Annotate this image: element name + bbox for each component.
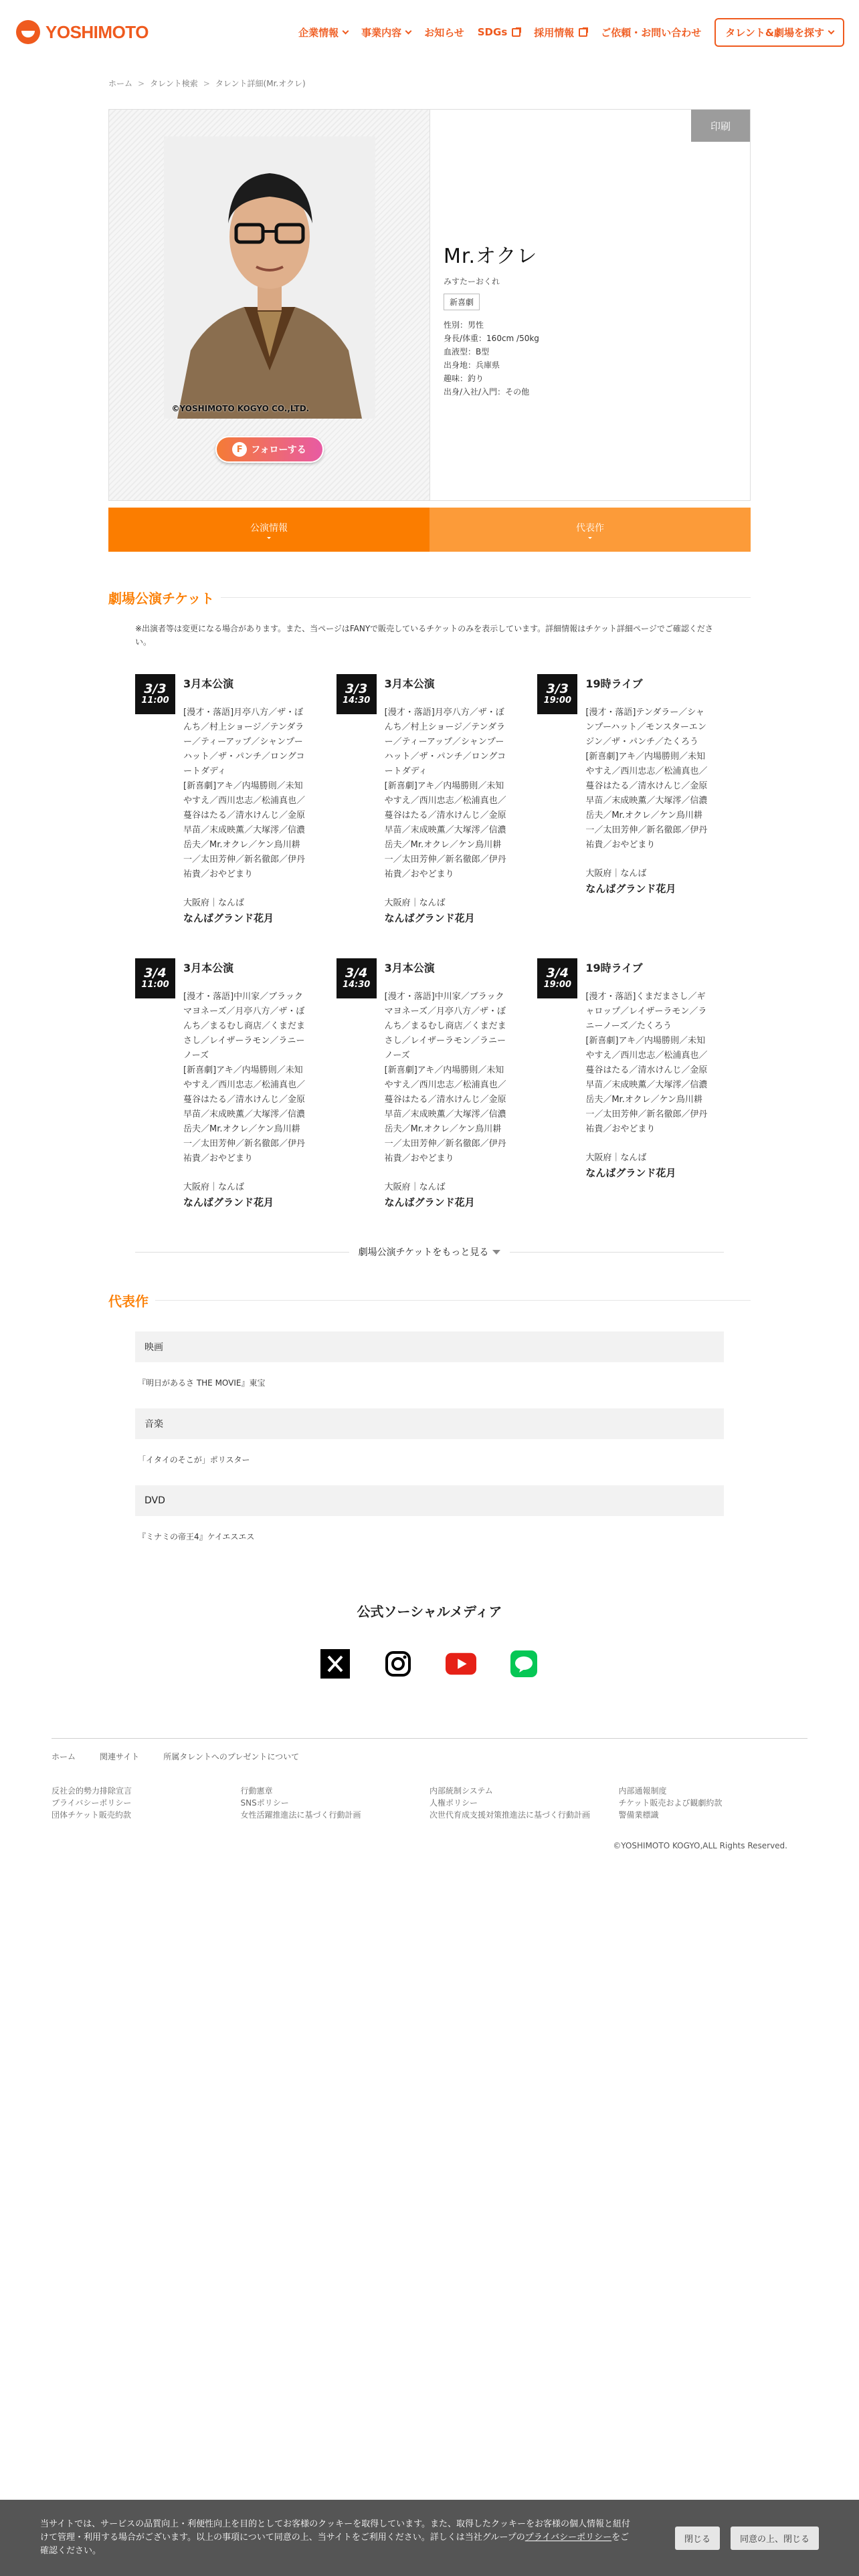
footer-column [52, 1785, 241, 1821]
copyright: ©YOSHIMOTO KOGYO,ALL Rights Reserved. [613, 1841, 787, 1850]
tab-performances[interactable] [108, 508, 430, 552]
footer-link[interactable]: 人権ポリシー [430, 1798, 478, 1808]
caret-down-icon [588, 537, 592, 539]
more-tickets-row [135, 1245, 724, 1259]
social-icons [0, 1648, 859, 1679]
cookie-buttons [675, 2527, 819, 2550]
ticket-body [585, 958, 708, 1209]
ticket-title: 3月本公演 [384, 962, 435, 974]
cookie-text-after: をご確認ください。 [40, 2533, 630, 2556]
ticket-cast: [漫才・落語]テンダラー／シャンプーハット／モンスターエンジン／ザ・パンチ／たくろう [新喜劇]アキ／内場勝則／未知やすえ／西川忠志／松浦真也／蔓谷はたる／清水けんじ／金原早苗／末成映薫／大塚澪／信濃岳夫／Mr.オクレ／ケン鳥川耕一／太田芳伸／新名徹郎／伊丹祐貴／おやどまり [585, 708, 708, 850]
date-badge [537, 674, 577, 714]
follow-button[interactable] [215, 436, 324, 463]
tab-works[interactable] [430, 508, 751, 552]
footer-link[interactable]: 反社会的勢力排除宣言 [52, 1786, 132, 1796]
profile-photo-panel [109, 110, 430, 500]
cookie-close-button[interactable]: 閉じる [675, 2527, 720, 2550]
social-media-section [0, 1601, 859, 1679]
works-category-movie: 映画 [135, 1331, 724, 1362]
nav-label: 採用情報 [534, 26, 575, 39]
cookie-consent-bar [0, 2500, 859, 2576]
footer-link[interactable]: 団体チケット販売約款 [52, 1810, 131, 1820]
works-item: 『ミナミの帝王4』ケイエスエス [138, 1532, 255, 1541]
x-icon[interactable] [320, 1648, 351, 1679]
external-link-icon [579, 28, 587, 37]
nav-sdgs[interactable] [478, 26, 521, 38]
external-link-icon [512, 28, 520, 37]
breadcrumb-home[interactable]: ホーム [108, 79, 133, 88]
ticket-body [385, 674, 508, 925]
tab-label: 公演情報 [250, 522, 288, 534]
info-gender: 性別：男性 [444, 320, 484, 330]
cookie-agree-button[interactable]: 同意の上、閉じる [731, 2527, 819, 2550]
date-badge [537, 958, 577, 998]
footer-link[interactable]: 次世代育成支援対策推進法に基づく行動計画 [430, 1810, 591, 1820]
ticket-location: 大阪府｜なんば [585, 869, 647, 879]
ticket-title: 19時ライブ [585, 962, 643, 974]
footer-link[interactable]: プライバシーポリシー [52, 1798, 132, 1808]
breadcrumb-separator: > [138, 78, 145, 88]
date-badge [135, 958, 175, 998]
nav-news[interactable] [424, 25, 464, 39]
ticket-card[interactable] [537, 958, 724, 1209]
ticket-card[interactable] [135, 958, 322, 1209]
ticket-date: 3/4 [546, 966, 569, 980]
ticket-venue: なんばグランド花月 [183, 1196, 274, 1208]
logo-mark-icon [16, 20, 40, 44]
ticket-note: ※出演者等は変更になる場合があります。また、当ページはFANYで販売しているチケットのみを表示しています。詳細情報はチケット詳細ページでご確認ください。 [135, 624, 713, 647]
chevron-down-icon [343, 27, 349, 34]
date-badge [337, 958, 377, 998]
ticket-location: 大阪府｜なんば [183, 1182, 245, 1192]
global-nav [298, 18, 844, 47]
footer-link[interactable]: 女性活躍推進法に基づく行動計画 [240, 1810, 361, 1820]
print-button[interactable]: 印刷 [691, 110, 750, 142]
info-blood-type: 血液型：B型 [444, 347, 490, 356]
talent-photo [164, 136, 375, 419]
breadcrumb-current: タレント詳細(Mr.オクレ) [215, 79, 306, 88]
talent-kana: みすたーおくれ [444, 277, 500, 286]
privacy-policy-link[interactable]: プライバシーポリシー [524, 2533, 612, 2543]
ticket-date: 3/4 [345, 966, 368, 980]
footer-link[interactable]: 内部統制システム [430, 1786, 493, 1796]
ticket-card[interactable] [337, 674, 523, 925]
ticket-card[interactable] [135, 674, 322, 925]
ticket-time: 11:00 [141, 695, 169, 706]
breadcrumb-talent-search[interactable]: タレント検索 [150, 79, 198, 88]
ticket-time: 14:30 [342, 980, 371, 990]
more-tickets-link[interactable] [359, 1245, 501, 1259]
tab-label: 代表作 [576, 522, 604, 534]
ticket-card[interactable] [337, 958, 523, 1209]
ticket-section-title: 劇場公演チケット [108, 588, 751, 607]
ticket-time: 11:00 [141, 980, 169, 990]
ticket-cast: [漫才・落語]月亭八方／ザ・ぼんち／村上ショージ／テンダラー／ティーアップ／シャンプーハット／ザ・パンチ／ロングコートダディ [新喜劇]アキ／内場勝則／未知やすえ／西川忠志／松浦真也／蔓谷はたる／清水けんじ／金原早苗／末成映薫／大塚澪／信濃岳夫／Mr.オクレ／ケン鳥川耕一／太田芳伸／新名徹郎／伊丹祐貴／おやどまり [384, 708, 506, 879]
footer-columns [52, 1785, 807, 1821]
footer-column [430, 1785, 619, 1821]
info-birthplace: 出身地：兵庫県 [444, 360, 500, 370]
ticket-date: 3/4 [144, 966, 167, 980]
footer-link-related-sites[interactable]: 関連サイト [100, 1752, 140, 1761]
footer-link[interactable]: チケット販売および観劇約款 [618, 1798, 723, 1808]
footer-link[interactable]: 内部通報制度 [618, 1786, 667, 1796]
nav-business[interactable] [361, 25, 411, 39]
more-tickets-label: 劇場公演チケットをもっと見る [358, 1247, 489, 1258]
yoshimoto-logo[interactable] [16, 20, 149, 44]
ticket-title: 3月本公演 [384, 677, 435, 690]
talent-portrait-image [164, 136, 375, 419]
ticket-time: 19:00 [543, 695, 572, 706]
nav-label: 事業内容 [361, 26, 402, 39]
logo-text: YOSHIMOTO [45, 21, 149, 42]
talent-category-tag: 新喜劇 [444, 294, 480, 310]
footer-nav [52, 1751, 807, 1762]
caret-down-icon [267, 537, 271, 539]
ticket-venue: なんばグランド花月 [384, 1196, 475, 1208]
info-height-weight: 身長/体重：160cm /50kg [444, 334, 539, 343]
works-category-dvd: DVD [135, 1485, 724, 1516]
profile-tabs [108, 508, 751, 552]
breadcrumb [108, 78, 751, 89]
footer-column [619, 1785, 808, 1821]
nav-label: ご依頼・お問い合わせ [601, 26, 702, 39]
ticket-date: 3/3 [546, 681, 569, 696]
line-icon[interactable] [508, 1648, 539, 1679]
chevron-down-icon [828, 27, 835, 34]
talent-profile [108, 109, 751, 501]
nav-label: SDGs [477, 26, 508, 38]
ticket-time: 14:30 [342, 695, 371, 706]
date-badge [135, 674, 175, 714]
ticket-venue: なんばグランド花月 [183, 912, 274, 924]
nav-contact[interactable] [601, 25, 701, 39]
ticket-title: 3月本公演 [183, 677, 234, 690]
ticket-venue: なんばグランド花月 [585, 883, 676, 895]
ticket-body [183, 674, 306, 925]
works-section-title: 代表作 [108, 1291, 751, 1310]
site-footer [52, 1738, 807, 1850]
ticket-card[interactable] [537, 674, 724, 925]
fany-icon: F [232, 442, 247, 457]
ticket-body [585, 674, 708, 925]
ticket-time: 19:00 [543, 980, 572, 990]
ticket-body [385, 958, 508, 1209]
footer-link[interactable]: SNSポリシー [240, 1798, 289, 1808]
talent-name: Mr.オクレ [444, 245, 538, 268]
footer-link[interactable]: 警備業標識 [618, 1810, 659, 1820]
instagram-icon[interactable] [383, 1648, 413, 1679]
ticket-cast: [漫才・落語]くまだまさし／ギャロップ／レイザーラモン／ラニーノーズ／たくろう [新喜劇]アキ／内場勝則／未知やすえ／西川忠志／松浦真也／蔓谷はたる／清水けんじ／金原早苗／末成映薫／大塚澪／信濃岳夫／Mr.オクレ／ケン鳥川耕一／太田芳伸／新名徹郎／伊丹祐貴／おやどまり [585, 992, 708, 1134]
cookie-text [40, 2518, 675, 2558]
social-title: 公式ソーシャルメディア [357, 1604, 502, 1620]
ticket-cast: [漫才・落語]中川家／ブラックマヨネーズ／月亭八方／ザ・ぼんち／まるむし商店／くまだまさし／レイザーラモン／ラニーノーズ [新喜劇]アキ／内場勝則／未知やすえ／西川忠志／松浦真也／蔓谷はたる／清水けんじ／金原早苗／末成映薫／大塚澪／信濃岳夫／Mr.オクレ／ケン鳥川耕一／太田芳伸／新名徹郎／伊丹祐貴／おやどまり [183, 992, 306, 1164]
works-list [135, 1331, 724, 1562]
ticket-location: 大阪府｜なんば [585, 1153, 647, 1163]
chevron-down-icon [405, 27, 412, 34]
nav-company[interactable] [298, 25, 348, 39]
nav-label: お知らせ [424, 26, 464, 39]
nav-talent-search-button[interactable] [714, 18, 844, 47]
profile-info-panel [430, 110, 750, 500]
footer-link[interactable]: 行動憲章 [240, 1786, 273, 1796]
ticket-title: 3月本公演 [183, 962, 234, 974]
footer-link-present[interactable]: 所属タレントへのプレゼントについて [163, 1752, 300, 1761]
info-hobby: 趣味：釣り [444, 374, 484, 383]
nav-label: 企業情報 [298, 26, 339, 39]
date-badge [337, 674, 377, 714]
works-item: 『明日があるさ THE MOVIE』東宝 [138, 1378, 266, 1388]
footer-column [241, 1785, 430, 1821]
ticket-location: 大阪府｜なんば [183, 898, 245, 908]
ticket-venue: なんばグランド花月 [585, 1167, 676, 1179]
footer-link-home[interactable]: ホーム [52, 1752, 76, 1761]
nav-recruit[interactable] [534, 25, 587, 39]
ticket-location: 大阪府｜なんば [384, 1182, 446, 1192]
ticket-venue: なんばグランド花月 [384, 912, 475, 924]
breadcrumb-separator: > [203, 78, 210, 88]
ticket-date: 3/3 [345, 681, 368, 696]
cookie-text-before: 当サイトでは、サービスの品質向上・利便性向上を目的としてお客様のクッキーを取得しています。また、取得したクッキーをお客様の個人情報と紐付けて管理・利用する場合がございます。以上の事項について同意の上、当サイトをご利用ください。詳しくは当社グループの [40, 2519, 631, 2543]
follow-label: フォローする [251, 445, 306, 455]
site-header [0, 0, 859, 64]
triangle-down-icon [492, 1250, 500, 1255]
ticket-cast: [漫才・落語]月亭八方／ザ・ぼんち／村上ショージ／テンダラー／ティーアップ／シャンプーハット／ザ・パンチ／ロングコートダディ [新喜劇]アキ／内場勝則／未知やすえ／西川忠志／松浦真也／蔓谷はたる／清水けんじ／金原早苗／末成映薫／大塚澪／信濃岳夫／Mr.オクレ／ケン鳥川耕一／太田芳伸／新名徹郎／伊丹祐貴／おやどまり [183, 708, 306, 879]
photo-credit: ©YOSHIMOTO KOGYO CO.,LTD. [171, 404, 310, 413]
ticket-location: 大阪府｜なんば [384, 898, 446, 908]
ticket-body [183, 958, 306, 1209]
ticket-list [135, 674, 724, 1243]
works-item: 「イタイのそこが」ポリスター [138, 1455, 250, 1465]
ticket-date: 3/3 [144, 681, 167, 696]
info-origin: 出身/入社/入門：その他 [444, 387, 530, 397]
talent-info [444, 318, 750, 399]
works-category-music: 音楽 [135, 1408, 724, 1439]
youtube-icon[interactable] [446, 1648, 476, 1679]
ticket-cast: [漫才・落語]中川家／ブラックマヨネーズ／月亭八方／ザ・ぼんち／まるむし商店／くまだまさし／レイザーラモン／ラニーノーズ [新喜劇]アキ／内場勝則／未知やすえ／西川忠志／松浦真也／蔓谷はたる／清水けんじ／金原早苗／末成映薫／大塚澪／信濃岳夫／Mr.オクレ／ケン鳥川耕一／太田芳伸／新名徹郎／伊丹祐貴／おやどまり [384, 992, 506, 1164]
ticket-title: 19時ライブ [585, 677, 643, 690]
nav-label: タレント&劇場を探す [725, 26, 824, 39]
